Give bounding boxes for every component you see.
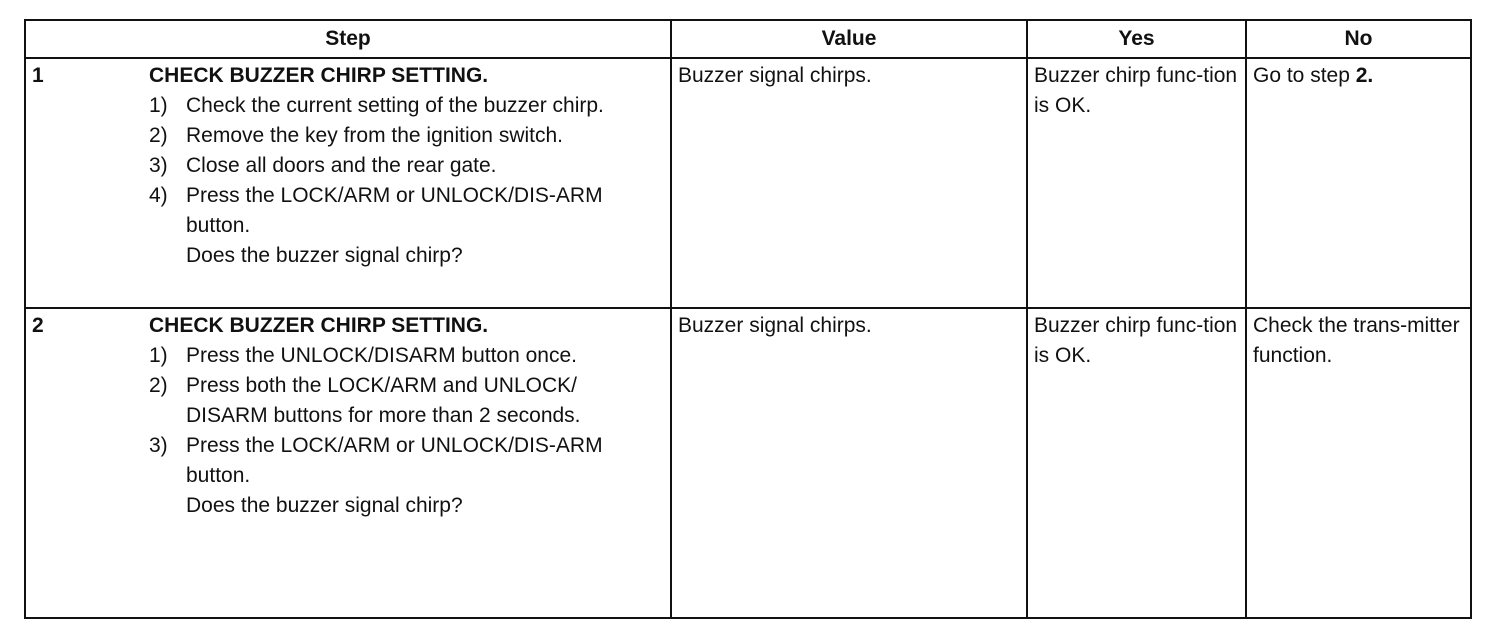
substep-text: Press both the LOCK/ARM and UNLOCK/ DISARM buttons for more than 2 seconds. (186, 374, 581, 427)
step-body (149, 59, 670, 271)
no-cell: Check the trans-mitter function. (1246, 308, 1471, 618)
substep-text: Close all doors and the rear gate. (186, 154, 497, 177)
substep-number: 2) (149, 124, 168, 147)
header-value: Value (671, 20, 1027, 58)
substep-number: 2) (149, 374, 168, 397)
substep (149, 151, 670, 181)
no-text: Go to step (1253, 64, 1356, 87)
substep (149, 341, 670, 371)
step-body (149, 309, 670, 521)
step-cell (25, 58, 671, 308)
substep-text: Check the current setting of the buzzer chirp. (186, 94, 604, 117)
diagnostic-table (24, 19, 1472, 619)
step-question: Does the buzzer signal chirp? (186, 244, 463, 267)
substep (149, 91, 670, 121)
step-reference: 2. (1355, 64, 1374, 87)
step-cell (25, 308, 671, 618)
yes-cell: Buzzer chirp func-tion is OK. (1027, 308, 1246, 618)
header-step: Step (25, 20, 671, 58)
substep-text: Press the LOCK/ARM or UNLOCK/DIS-ARM button. (186, 434, 603, 487)
substep (149, 181, 670, 241)
value-cell: Buzzer signal chirps. (671, 58, 1027, 308)
header-yes: Yes (1027, 20, 1246, 58)
header-no: No (1246, 20, 1471, 58)
table-row (25, 58, 1471, 308)
substep-number: 1) (149, 94, 168, 117)
substep-number: 1) (149, 344, 168, 367)
step-number: 2 (32, 314, 44, 337)
value-cell: Buzzer signal chirps. (671, 308, 1027, 618)
substep-number: 3) (149, 434, 168, 457)
step-number: 1 (32, 64, 44, 87)
header-row (25, 20, 1471, 58)
step-title: CHECK BUZZER CHIRP SETTING. (149, 314, 489, 337)
substep-text: Press the LOCK/ARM or UNLOCK/DIS-ARM button. (186, 184, 603, 237)
substep (149, 431, 670, 491)
substep (149, 121, 670, 151)
substep-number: 3) (149, 154, 168, 177)
yes-cell: Buzzer chirp func-tion is OK. (1027, 58, 1246, 308)
substep (149, 371, 670, 431)
table-row (25, 308, 1471, 618)
step-title: CHECK BUZZER CHIRP SETTING. (149, 64, 489, 87)
step-question: Does the buzzer signal chirp? (186, 494, 463, 517)
substep-text: Press the UNLOCK/DISARM button once. (186, 344, 577, 367)
no-cell (1246, 58, 1471, 308)
substep-text: Remove the key from the ignition switch. (186, 124, 563, 147)
substep-number: 4) (149, 184, 168, 207)
